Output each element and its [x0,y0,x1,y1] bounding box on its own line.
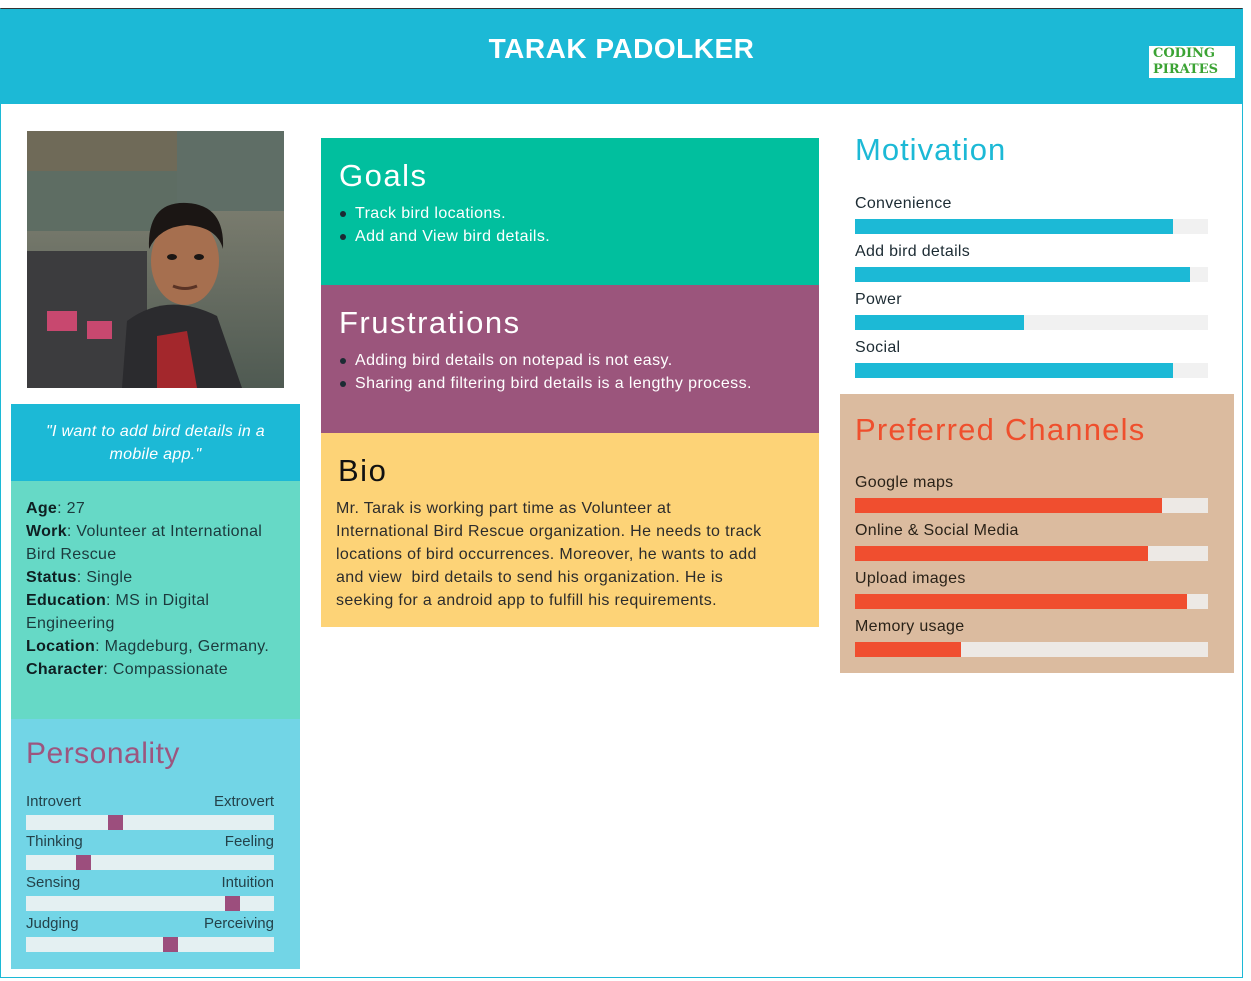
trait-slider-knob [108,815,123,830]
info-row-location [26,635,290,658]
persona-name: TARAK PADOLKER [488,33,755,64]
bio-line: International Bird Rescue organization. He needs to track [336,523,762,540]
channel-fill [855,546,1148,561]
motivation-fill [855,267,1190,282]
channel-bar-google-maps [855,474,1208,518]
channel-label: Online & Social Media [855,522,1019,539]
info-row-character [26,658,290,681]
channel-track [855,642,1208,657]
bio-line: seeking for a android app to fulfill his requirements. [336,592,717,609]
bio-text [336,497,811,612]
info-value: : MS in Digital Engineering [26,592,210,632]
bio-line: Mr. Tarak is working part time as Volunteer at [336,500,672,517]
info-value: : Volunteer at International Bird Rescue [26,523,263,563]
bio-panel [321,433,819,627]
info-label: Location [26,638,96,655]
list-item: Adding bird details on notepad is not easy. [355,349,752,372]
channel-fill [855,642,961,657]
info-label: Work [26,523,67,540]
persona-photo [27,131,284,388]
trait-right-label: Perceiving [203,915,274,932]
motivation-label: Add bird details [855,243,971,260]
channel-bar-memory-usage [855,618,1208,662]
bio-line: locations of bird occurrences. Moreover, he wants to add [336,546,757,563]
trait-left-label: Thinking [26,833,83,850]
motivation-label: Power [855,291,902,308]
trait-slider-track [26,815,274,830]
channel-fill [855,594,1187,609]
logo-line-1: CODING [1153,46,1216,61]
channel-bar-upload-images [855,570,1208,614]
personality-title: Personality [26,737,180,770]
channel-fill [855,498,1162,513]
logo-line-2: PIRATES [1153,62,1219,77]
trait-right-label: Feeling [224,833,274,850]
motivation-title: Motivation [855,132,1007,167]
motivation-bar-convenience [855,195,1208,239]
trait-right-label: Extrovert [213,793,274,810]
motivation-label: Social [855,339,901,356]
motivation-track [855,219,1208,234]
coding-pirates-logo [1149,46,1235,78]
motivation-track [855,267,1208,282]
persona-quote: "I want to add bird details in a mobile app." [11,404,300,481]
info-label: Age [26,500,58,517]
info-value: : Magdeburg, Germany. [95,638,270,655]
trait-left-label: Sensing [26,874,81,891]
preferred-channels-panel [840,394,1234,673]
info-row-education [26,589,290,635]
list-item: Sharing and filtering bird details is a lengthy process. [355,372,752,395]
trait-slider-knob [76,855,91,870]
trait-slider-track [26,937,274,952]
trait-left-label: Introvert [26,793,82,810]
trait-left-label: Judging [26,915,79,932]
frustrations-title: Frustrations [339,305,521,340]
info-label: Education [26,592,107,609]
trait-slider-track [26,896,274,911]
trait-judging-perceiving [26,915,274,955]
personality-panel [11,719,300,969]
motivation-label: Convenience [855,195,952,212]
goals-title: Goals [339,158,428,193]
header-banner [0,9,1243,104]
info-value: : 27 [57,500,86,517]
info-label: Status [26,569,77,586]
info-value: : Compassionate [103,661,228,678]
list-item: Add and View bird details. [355,225,550,248]
channel-track [855,594,1208,609]
info-row-status [26,566,290,589]
motivation-track [855,363,1208,378]
trait-thinking-feeling [26,833,274,873]
trait-slider-knob [163,937,178,952]
frustrations-list [339,349,752,395]
trait-introvert-extrovert [26,793,274,833]
channel-track [855,498,1208,513]
persona-info-panel [11,481,300,719]
list-item: Track bird locations. [355,202,550,225]
motivation-fill [855,219,1173,234]
goals-panel [321,138,819,285]
trait-right-label: Intuition [221,874,274,891]
goals-list [339,202,550,248]
info-value: : Single [76,569,133,586]
motivation-bar-add-bird-details [855,243,1208,287]
channels-title: Preferred Channels [855,412,1146,447]
motivation-bar-social [855,339,1208,383]
bio-line: and view bird details to send his organization. He is [336,569,724,586]
motivation-bar-power [855,291,1208,335]
motivation-fill [855,315,1024,330]
frustrations-panel [321,285,819,433]
trait-slider-track [26,855,274,870]
info-label: Character [26,661,104,678]
info-row-age [26,497,290,520]
channel-label: Google maps [855,474,954,491]
trait-sensing-intuition [26,874,274,914]
motivation-fill [855,363,1173,378]
channel-track [855,546,1208,561]
trait-slider-knob [225,896,240,911]
channel-bar-online-social-media [855,522,1208,566]
bio-title: Bio [338,453,388,488]
channel-label: Memory usage [855,618,965,635]
motivation-track [855,315,1208,330]
info-row-work [26,520,290,566]
channel-label: Upload images [855,570,966,587]
